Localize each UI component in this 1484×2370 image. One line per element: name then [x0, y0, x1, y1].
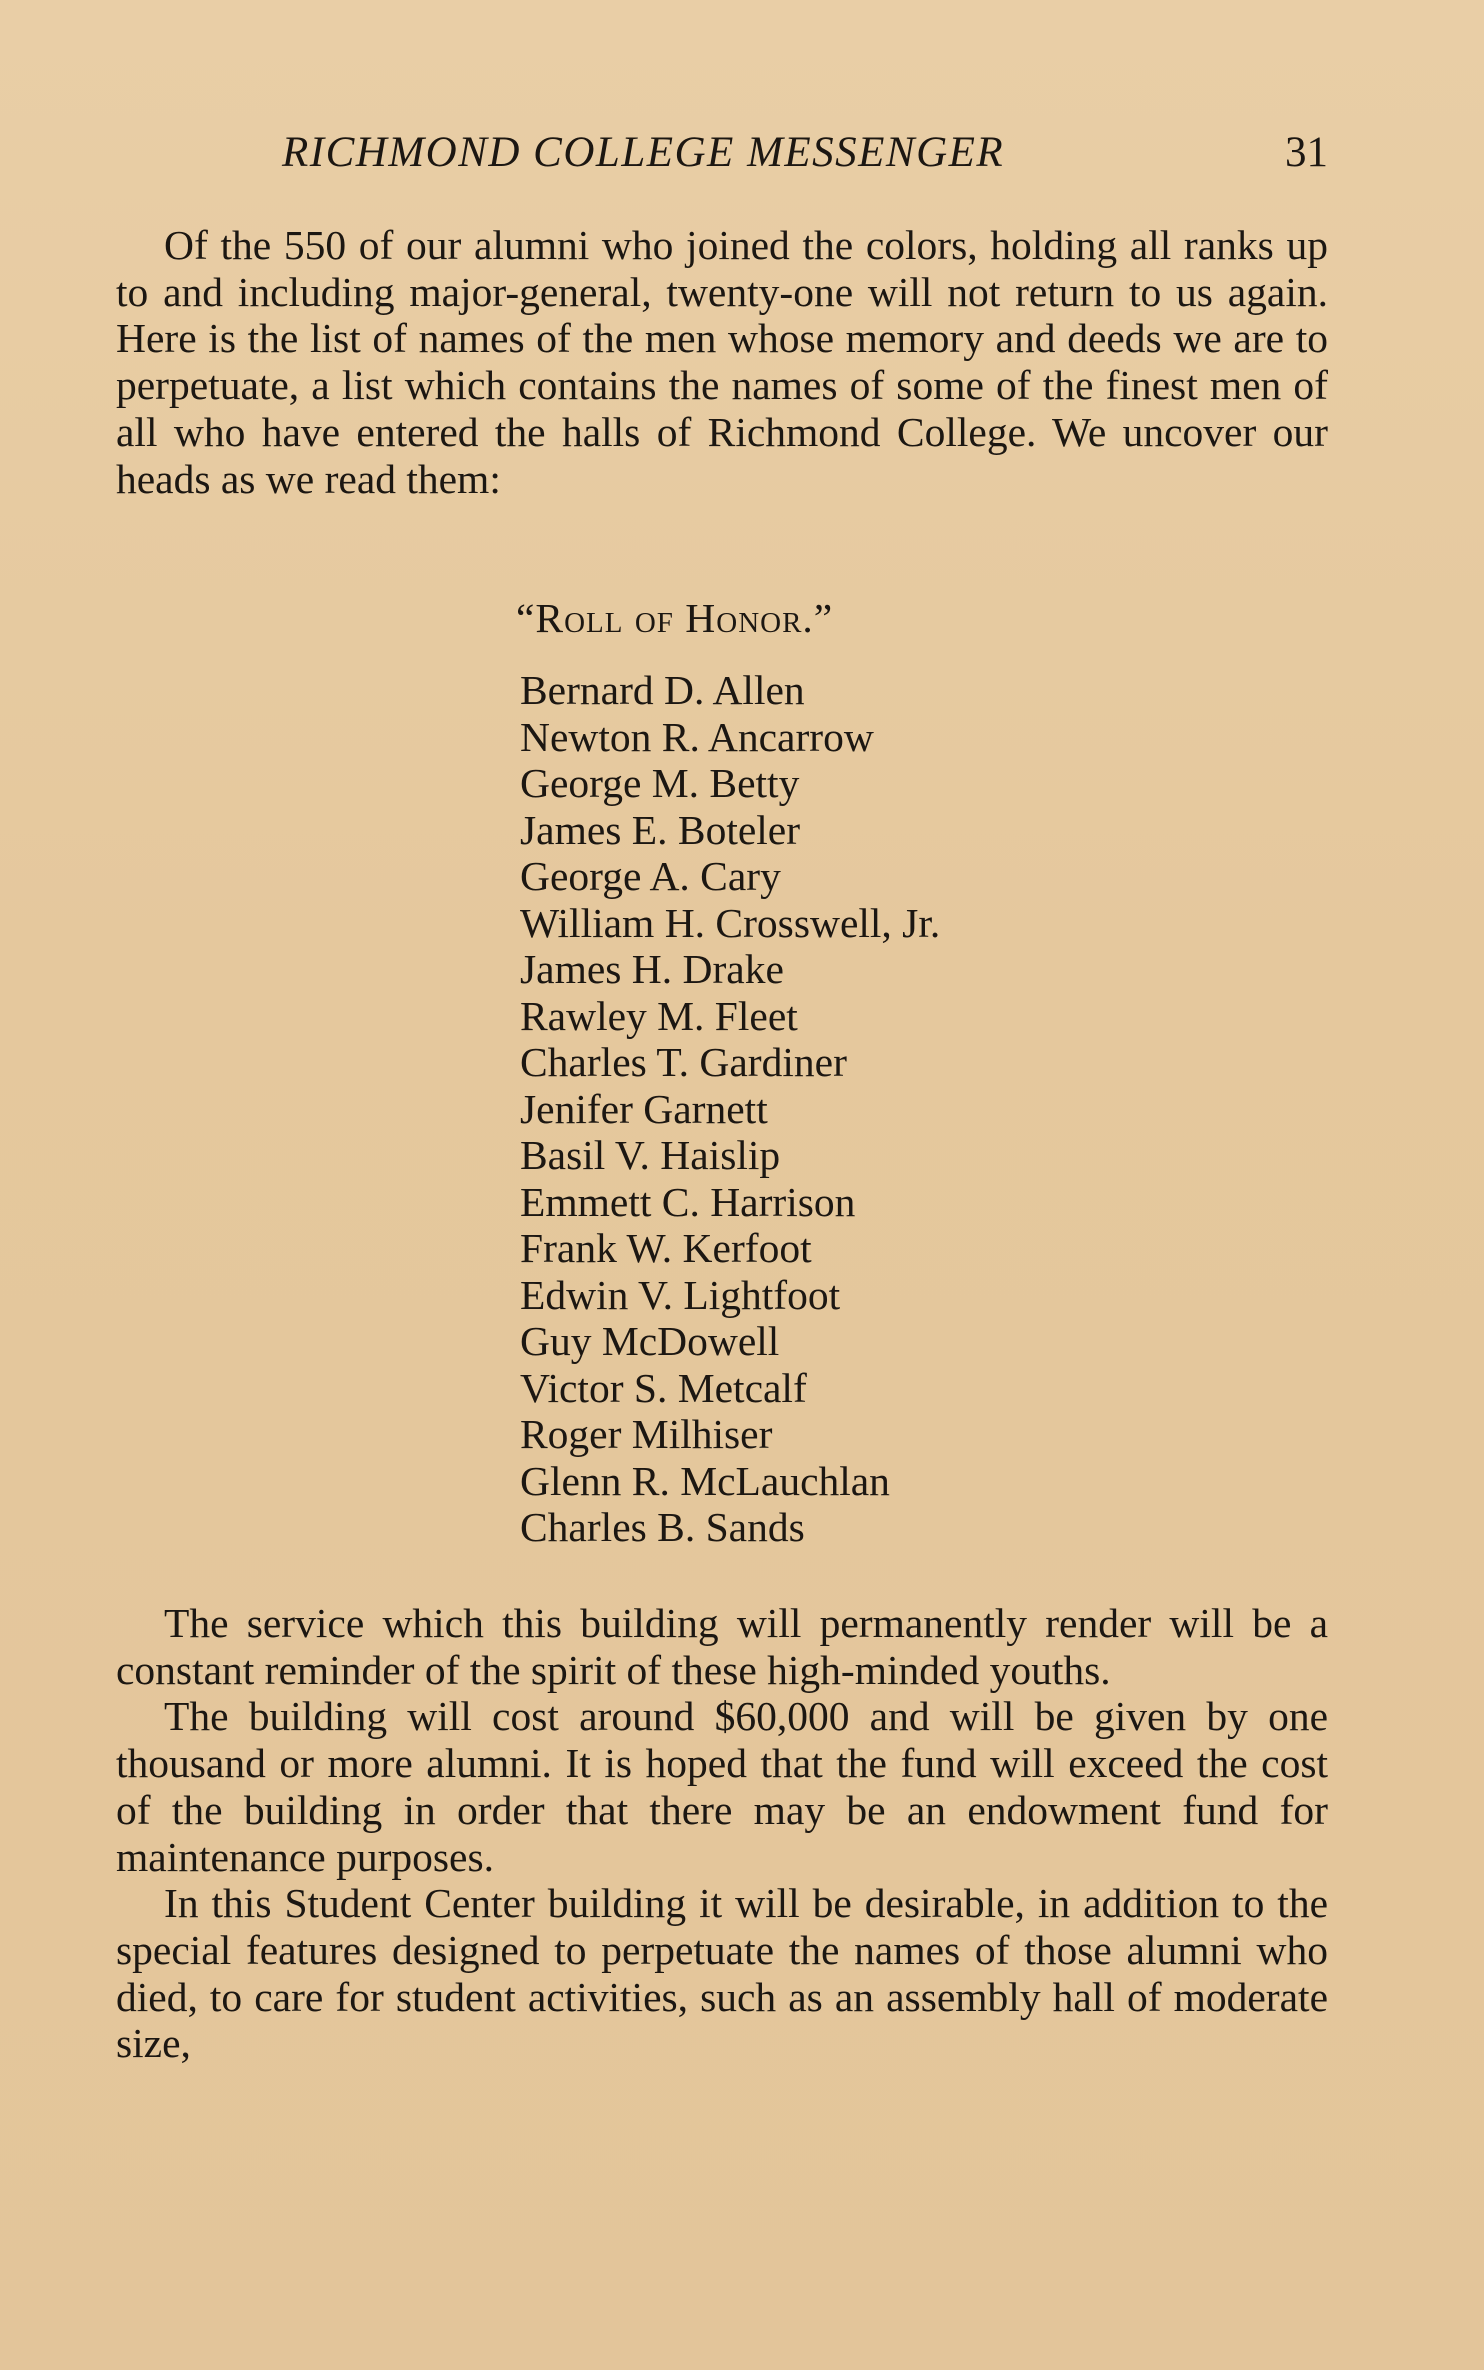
roll-name: Charles B. Sands	[520, 1504, 805, 1550]
intro-paragraph: Of the 550 of our alumni who joined the colors, holding all ranks up to and including major-general, twenty-one will not return to us again. Here is the list of names of the men whose memory and deeds we are to perpetuate, a list which contains the names of some of the finest men of all who have entered the halls of Richmond College. We uncover our heads as we read them:	[116, 222, 1328, 502]
roll-name: Charles T. Gardiner	[520, 1039, 847, 1085]
roll-name: Jenifer Garnett	[520, 1085, 768, 1132]
roll-name: James H. Drake	[520, 946, 784, 992]
roll-of-honor-title: “Roll of Honor.”	[516, 595, 834, 641]
roll-name: Roger Milhiser	[520, 1411, 773, 1457]
closing-paragraph-2: The building will cost around $60,000 and will be given by one thousand or more alumni. It is hoped that the fund will exceed the cost of the building in order that there may be an endowment fund for maintenance purposes.	[116, 1693, 1328, 1880]
roll-name: William H. Crosswell, Jr.	[520, 899, 941, 946]
roll-name: Emmett C. Harrison	[520, 1178, 856, 1225]
roll-name: Glenn R. McLauchlan	[520, 1457, 890, 1504]
roll-name: Frank W. Kerfoot	[520, 1225, 812, 1271]
roll-name: Rawley M. Fleet	[520, 992, 798, 1039]
roll-name: George M. Betty	[520, 760, 800, 806]
roll-name: Newton R. Ancarrow	[520, 713, 874, 760]
running-title: RICHMOND COLLEGE MESSENGER	[282, 129, 1005, 176]
roll-name: George A. Cary	[520, 853, 781, 899]
roll-name: Guy McDowell	[520, 1318, 780, 1364]
intro-section	[116, 222, 1328, 502]
closing-paragraph-3: In this Student Center building it will be desirable, in addition to the special features designed to perpetuate the names of those alumni who died, to care for student activities, such as an assembly hall of moderate size,	[116, 1880, 1328, 2067]
roll-name: Bernard D. Allen	[520, 667, 805, 713]
roll-name: Edwin V. Lightfoot	[520, 1271, 841, 1318]
closing-paragraph-1: The service which this building will permanently render will be a constant reminder of the spirit of these high-minded youths.	[116, 1600, 1328, 1693]
roll-name: Basil V. Haislip	[520, 1132, 781, 1178]
closing-section	[116, 1600, 1328, 2067]
page-number: 31	[1285, 129, 1328, 176]
roll-of-honor-list	[520, 667, 940, 1551]
page-header	[262, 128, 1328, 188]
roll-name: James E. Boteler	[520, 806, 801, 853]
roll-name: Victor S. Metcalf	[520, 1364, 807, 1411]
